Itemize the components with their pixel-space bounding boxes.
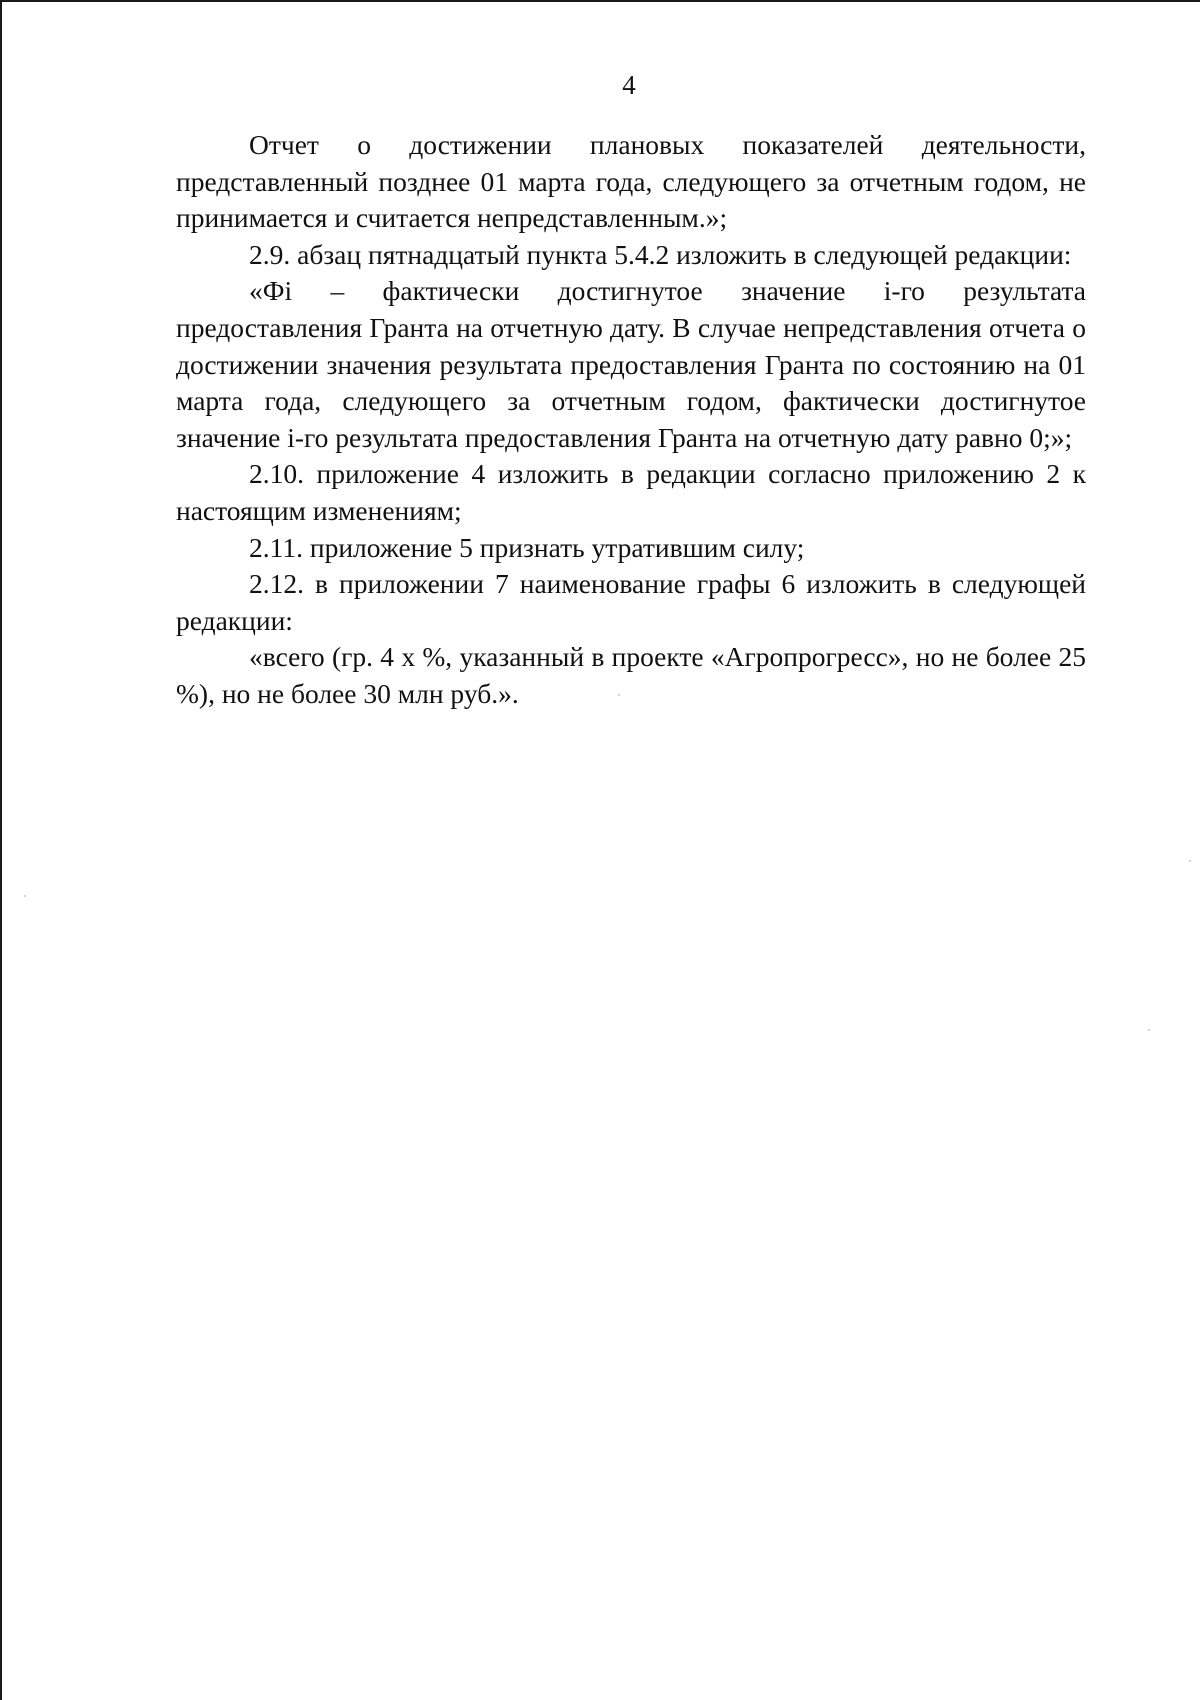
paragraph-column-6-text: «всего (гр. 4 х %, указанный в проекте «Агропрогресс», но не более 25 %), но не более 30 млн руб.». [176, 641, 1086, 709]
paragraph-report-rejection: Отчет о достижении плановых показателей деятельности, представленный позднее 01 марта года, следующего за отчетным годом, не принимается и считается непредставленным.»; [176, 129, 1086, 234]
paragraph-phi-definition: «Фi – фактически достигнутое значение i-го результата предоставления Гранта на отчетную дату. В случае непредставления отчета о достижении значения результата предоставления Гранта по состоянию на 01 марта года, следующего за отчетным годом, фактически достигнутое значение i-го результата предоставления Гранта на отчетную дату равно 0;»; [176, 275, 1086, 453]
scan-speck [1148, 1029, 1150, 1031]
paragraph-item-2-10: 2.10. приложение 4 изложить в редакции согласно приложению 2 к настоящим изменениям; [176, 458, 1086, 526]
paragraph-item-2-9: 2.9. абзац пятнадцатый пункта 5.4.2 изложить в следующей редакции: [249, 238, 1072, 270]
scan-speck [24, 895, 26, 897]
scan-speck [1189, 860, 1191, 862]
paragraph-item-2-12: 2.12. в приложении 7 наименование графы 6 изложить в следующей редакции: [176, 568, 1086, 636]
page-number: 4 [622, 70, 636, 100]
document-body [176, 127, 1086, 713]
scan-speck [618, 694, 620, 696]
paragraph-item-2-11: 2.11. приложение 5 признать утратившим силу; [249, 531, 805, 563]
